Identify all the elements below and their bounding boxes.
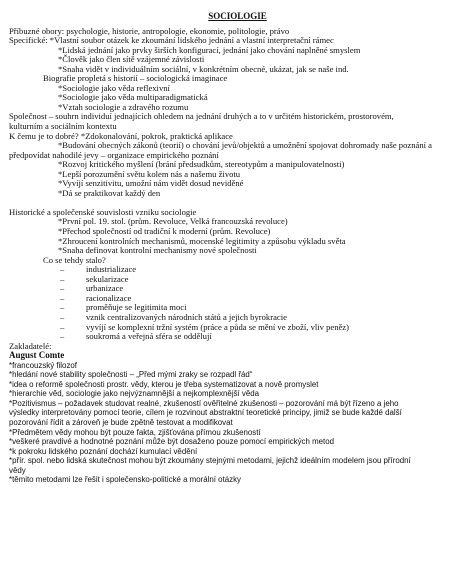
dash-item: [9, 323, 466, 333]
dash-item: [9, 284, 466, 294]
dash-marker: –: [60, 283, 65, 294]
list-item: vědy: [9, 465, 26, 475]
list-item: *Zhroucení kontrolních mechanismů, mocenské legitimity a způsobu výkladu světa: [58, 235, 346, 246]
related-fields: Příbuzné obory: psychologie, historie, antropologie, ekonomie, politologie, právo: [9, 25, 290, 36]
why-line-2: předpovídat nahodilé jevy – organizace empirického poznání: [9, 149, 219, 160]
list-item: *Sociologie jako věda multiparadigmatická: [58, 92, 208, 103]
list-item: *Lepší porozumění světu kolem nás a našemu životu: [58, 168, 241, 179]
society-definition-1: Společnost – souhrn individuí jednajících ohledem na jednání druhých a to v určitém historickém, prostorovém,: [9, 111, 394, 122]
dash-marker: –: [60, 311, 65, 322]
dash-item: [9, 294, 466, 304]
list-item: *Rozvoj kritického myšlení (brání předsudkům, stereotypům a manipulovatelnosti): [58, 159, 345, 170]
dash-marker: –: [60, 264, 65, 275]
biography-line: Biografie propletá s historií – sociologická imaginace: [43, 73, 228, 84]
dash-marker: –: [60, 331, 65, 342]
dash-item: [9, 275, 466, 285]
list-item: *k pokroku lidského poznání dochází kumulací vědění: [9, 446, 198, 456]
dash-item-label: sekularizace: [86, 273, 129, 284]
dash-item: [9, 265, 466, 275]
list-item: *hierarchie věd, sociologie jako nejvýznamnější a nejkomplexnější věda: [9, 389, 260, 399]
list-item: *Přechod společností od tradiční k moderní (prům. Revoluce): [58, 226, 271, 237]
list-item: *Snaha definovat kontrolní mechanismy nové společnosti: [58, 245, 257, 256]
dash-marker: –: [60, 302, 65, 313]
list-item: pozorování řídit a zároveň je bude zpětně testovat a modifikovat: [9, 417, 233, 427]
why-line-1: *Budování obecných zákonů (teorií) o chování jevů/objektů a umožnění spojovat dohromady naše poznání a: [58, 140, 432, 151]
list-item: *těmito metodami lze řešit i společensko-politické a morální otázky: [9, 475, 241, 485]
dash-item: [9, 332, 466, 342]
what-happened-heading: Co se tehdy stalo?: [43, 254, 106, 265]
dash-marker: –: [60, 321, 65, 332]
list-item: *Dá se praktikovat každý den: [58, 187, 161, 198]
list-item: *hledání nové stability společnosti – „Před mými zraky se rozpadl řád“: [9, 370, 253, 380]
list-item: *francouzský filozof: [9, 360, 77, 370]
dash-item-label: vznik centralizovaných národních států a jejich byrokracie: [86, 311, 287, 322]
dash-marker: –: [60, 292, 65, 303]
dash-item-label: soukromá a veřejná sféra se oddělují: [86, 331, 212, 342]
list-item: *veškeré pravdivé a hodnotné poznání může být dosaženo pouze pomocí empirických metod: [9, 437, 335, 447]
founders-heading: Zakladatelé:: [9, 340, 52, 351]
dash-item-label: vyvíjí se komplexní tržní systém (práce a půda se mění ve zboží, vliv peněz): [86, 321, 349, 332]
comte-heading: August Comte: [9, 350, 65, 361]
dash-item-label: proměňuje se legitimita moci: [86, 302, 187, 313]
list-item: *Předmětem vědy mohou být pouze fakta, zjišťována přímou zkušeností: [9, 427, 261, 437]
document-title: SOCIOLOGIE: [208, 11, 267, 21]
society-definition-2: kulturním a sociálním kontextu: [9, 121, 117, 132]
dash-item-label: racionalizace: [86, 292, 132, 303]
dash-item-label: urbanizace: [86, 283, 124, 294]
list-item: výsledky interpretovány pomocí teorie, cílem je rozvinout abstraktní teoretické principy, jimiž se bude každé další: [9, 408, 402, 418]
list-item: *Lidská jednání jako prvky širších konfigurací, jednání jako chování naplněné smyslem: [58, 44, 361, 55]
why-heading: K čemu je to dobré? *Zdokonalování, pokrok, praktická aplikace: [9, 130, 233, 141]
specifics-heading: Specifické: *Vlastní soubor otázek ke zkoumání lidského jednání a vlastní interpretační rámec: [9, 35, 334, 46]
history-heading: Historické a společenské souvislosti vzniku sociologie: [9, 206, 197, 217]
list-item: *První pol. 19. stol. (prům. Revoluce, Velká francouzská revoluce): [58, 216, 288, 227]
list-item: *Vyvíjí senzitivitu, umožní nám vidět dosud neviděné: [58, 178, 244, 189]
dash-item-label: industrializace: [86, 264, 137, 275]
list-item: *idea o reformě společnosti prostr. vědy, kterou je třeba systematizovat a nově promyslet: [9, 379, 319, 389]
list-item: *Člověk jako člen sítě vzájemné závislosti: [58, 54, 205, 65]
list-item: *Vztah sociologie a zdravého rozumu: [58, 101, 189, 112]
list-item: *Sociologie jako věda reflexivní: [58, 82, 170, 93]
dash-marker: –: [60, 273, 65, 284]
list-item: *Snaha vidět v individuálním sociální, v konkrétním obecné, ukázat, jak se naše ind.: [58, 63, 349, 74]
list-item: *přír. spol. nebo lidská skutečnost mohou být zkoumány stejnými metodami, jejichž ideálním modelem jsou přírodní: [9, 456, 411, 466]
list-item: *Pozitivismus – požadavek studovat realné, zkušeností ověřitelné zkušenosti – pozorování má být řízeno a jeho: [9, 398, 399, 408]
